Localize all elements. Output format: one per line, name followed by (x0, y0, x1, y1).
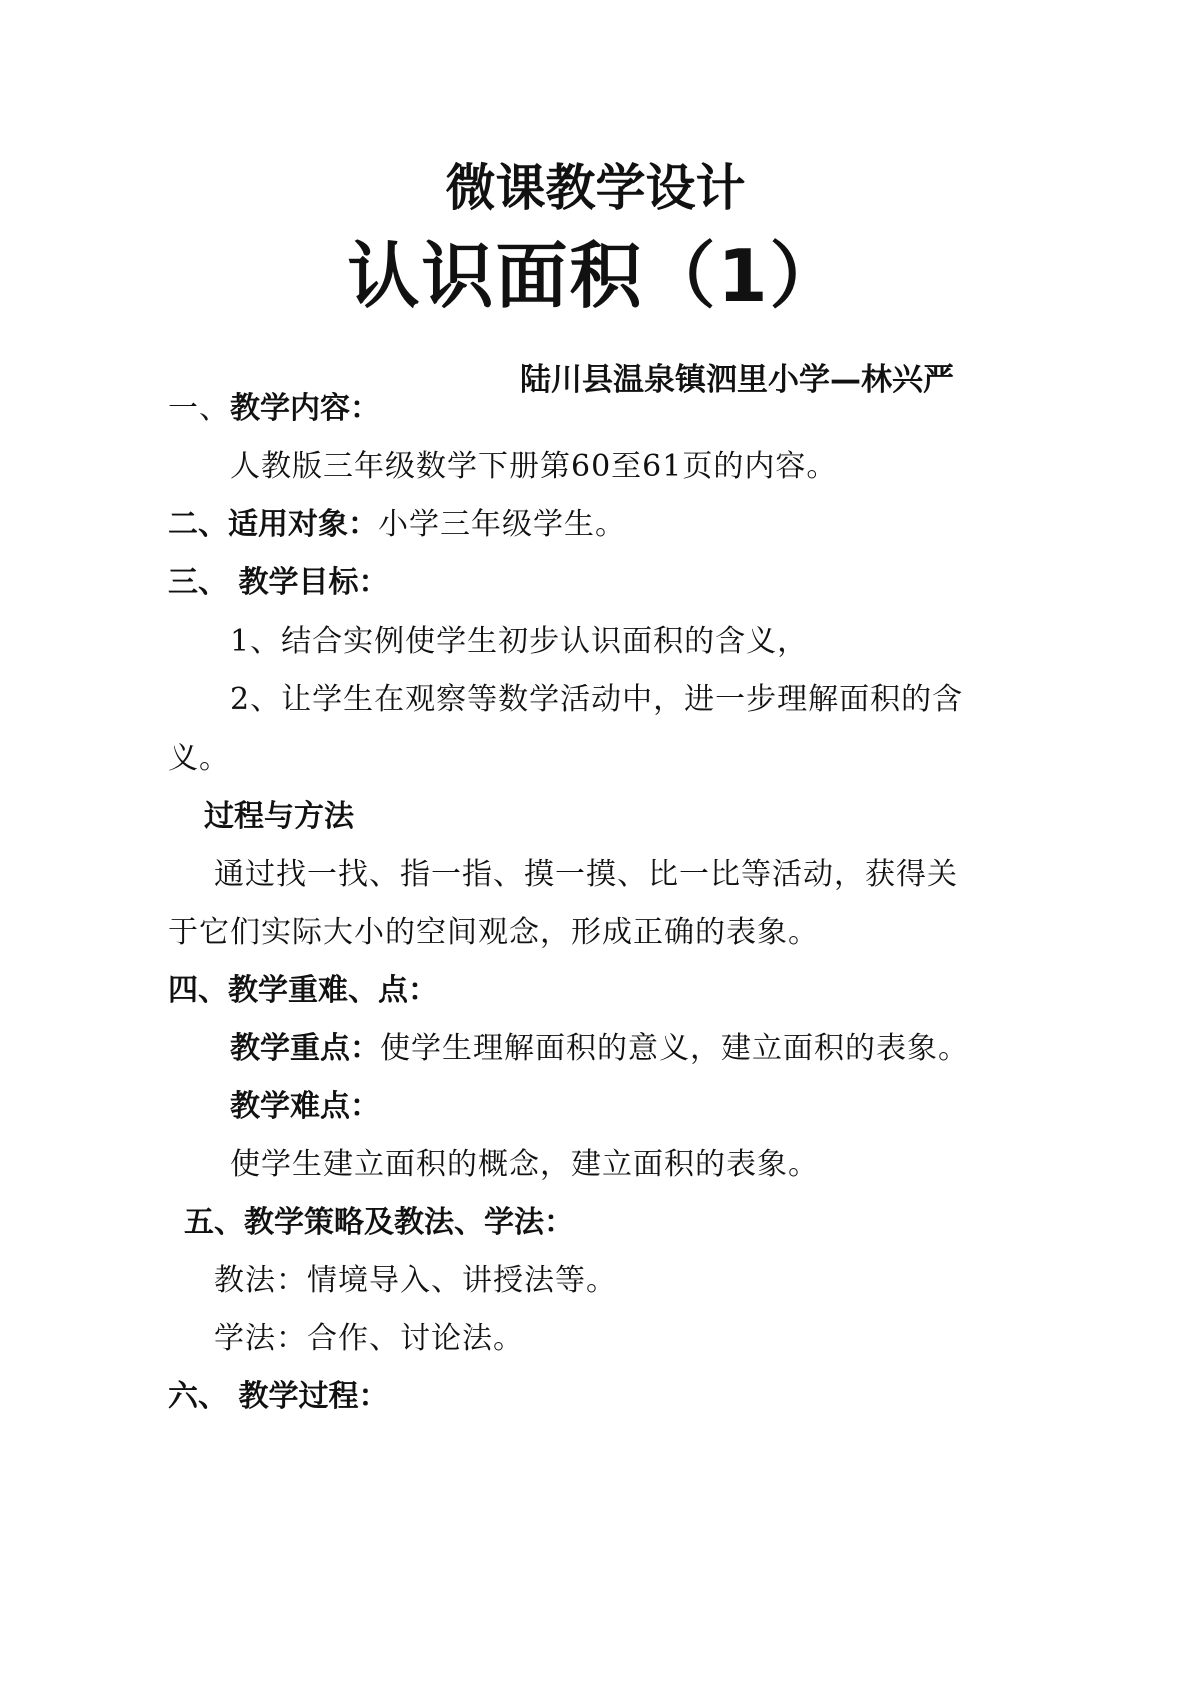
lesson-title: 认识面积（1） (347, 234, 844, 318)
section-2-body: 小学三年级学生。 (378, 507, 626, 542)
process-method-line-1: 通过找一找、指一指、摸一摸、比一比等活动，获得关 (214, 857, 958, 892)
teaching-method: 教法：情境导入、讲授法等。 (214, 1263, 617, 1298)
key-point-text: 使学生理解面积的意义，建立面积的表象。 (380, 1031, 969, 1066)
key-point-label: 教学重点： (230, 1031, 380, 1066)
process-method-line-2: 于它们实际大小的空间观念，形成正确的表象。 (168, 915, 819, 950)
learning-method: 学法：合作、讨论法。 (214, 1321, 524, 1356)
document-title: 微课教学设计 (445, 159, 746, 217)
objective-item-2-line-2: 义。 (168, 741, 230, 776)
section-2 (168, 507, 626, 542)
difficult-point-label: 教学难点： (230, 1089, 380, 1124)
section-6-heading: 六、 教学过程： (168, 1379, 389, 1414)
difficult-point-text: 使学生建立面积的概念，建立面积的表象。 (230, 1147, 819, 1182)
section-2-heading: 二、适用对象： (168, 507, 378, 542)
key-point (230, 1031, 969, 1066)
section-1-body: 人教版三年级数学下册第60至61页的内容。 (230, 449, 838, 484)
section-4-heading: 四、教学重难、点： (168, 973, 438, 1008)
section-1-heading (168, 391, 380, 426)
process-method-heading: 过程与方法 (204, 799, 354, 834)
section-1-title: 教学内容： (230, 391, 380, 426)
author-line: 陆川县温泉镇泗里小学—林兴严 (520, 362, 954, 398)
objective-item-2-line-1: 2、让学生在观察等数学活动中，进一步理解面积的含 (230, 682, 964, 717)
section-3-heading: 三、 教学目标： (168, 565, 389, 600)
section-1-number: 一、 (168, 391, 230, 426)
section-5-heading: 五、教学策略及教法、学法： (184, 1205, 574, 1240)
objective-item-1: 1、结合实例使学生初步认识面积的含义， (230, 624, 809, 659)
